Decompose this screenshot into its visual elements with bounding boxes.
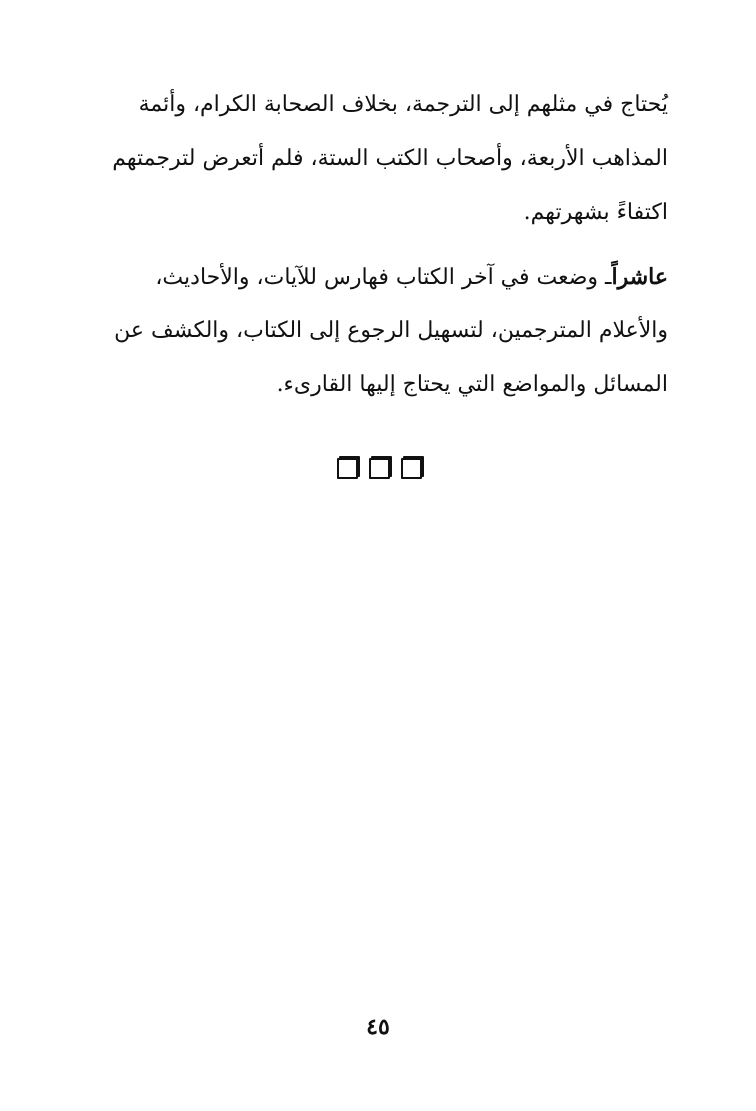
separator-square-icon xyxy=(369,458,390,479)
paragraph-gap xyxy=(96,240,668,250)
paragraph-2-lead xyxy=(155,263,668,290)
paragraph-1-line-1: يُحتاج في مثلهم إلى الترجمة، بخلاف الصحابة الكرام، وأئمة xyxy=(138,92,668,117)
paragraph-2-line-2: والأعلام المترجمين، لتسهيل الرجوع إلى الكتاب، والكشف عن xyxy=(114,318,668,343)
paragraph-2-line-1-text: ـ وضعت في آخر الكتاب فهارس للآيات، والأحاديث، xyxy=(155,264,612,290)
paragraph-2-line-3: المسائل والمواضع التي يحتاج إليها القارىء. xyxy=(276,372,668,397)
paragraph-2-line-1 xyxy=(96,250,668,304)
section-separator xyxy=(0,456,756,479)
body-text xyxy=(96,78,668,412)
paragraph-1-line-3: اكتفاءً بشهرتهم. xyxy=(523,200,668,225)
separator-square-icon xyxy=(337,458,358,479)
paragraph-2-lead-word: عاشراً xyxy=(611,263,668,290)
page-number: ٤٥ xyxy=(366,1014,390,1040)
paragraph-1-line-2: المذاهب الأربعة، وأصحاب الكتب الستة، فلم أتعرض لترجمتهم xyxy=(112,146,668,171)
separator-square-icon xyxy=(401,458,422,479)
